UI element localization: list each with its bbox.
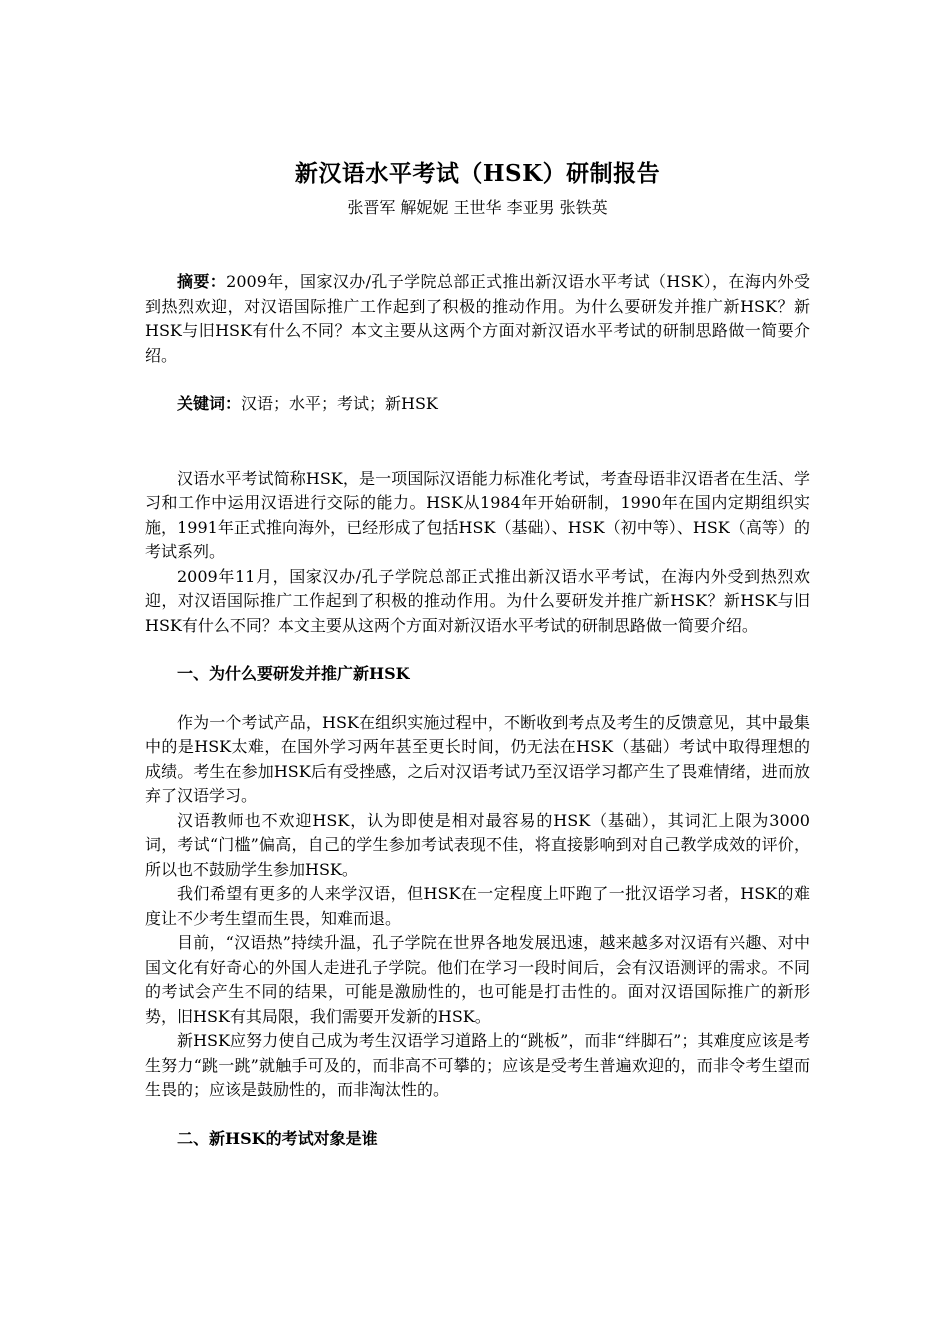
- section1-paragraph-5: 新HSK应努力使自己成为考生汉语学习道路上的“跳板”，而非“绊脚石”；其难度应该是考生努力“跳一跳”就触手可及的，而非高不可攀的；应该是受考生普遍欢迎的，而非令考生望而生畏的；应该是鼓励性的，而非淘汰性的。: [145, 1031, 810, 1099]
- abstract-label: 摘要：: [177, 272, 227, 291]
- intro-paragraph-1: 汉语水平考试简称HSK，是一项国际汉语能力标准化考试，考查母语非汉语者在生活、学习和工作中运用汉语进行交际的能力。HSK从1984年开始研制，1990年在国内定期组织实施，1991年正式推向海外，已经形成了包括HSK（基础）、HSK（初中等）、HSK（高等）的考试系列。: [145, 468, 810, 561]
- section-heading-1: 一、为什么要研发并推广新HSK: [177, 664, 410, 683]
- section1-paragraph-4: 目前，“汉语热”持续升温，孔子学院在世界各地发展迅速，越来越多对汉语有兴趣、对中国文化有好奇心的外国人走进孔子学院。他们在学习一段时间后，会有汉语测评的需求。不同的考试会产生不同的结果，可能是激励性的，也可能是打击性的。面对汉语国际推广的新形势，旧HSK有其局限，我们需要开发新的HSK。: [145, 933, 810, 1026]
- document-title: 新汉语水平考试（HSK）研制报告: [294, 160, 661, 187]
- keywords-text: 汉语；水平；考试；新HSK: [241, 394, 438, 413]
- abstract-paragraph: [145, 270, 810, 368]
- abstract-text: 2009年，国家汉办/孔子学院总部正式推出新汉语水平考试（HSK），在海内外受到热烈欢迎，对汉语国际推广工作起到了积极的推动作用。为什么要研发并推广新HSK？新HSK与旧HSK有什么不同？本文主要从这两个方面对新汉语水平考试的研制思路做一简要介绍。: [145, 272, 810, 365]
- keywords-label: 关键词：: [177, 394, 242, 413]
- section1-paragraph-3: 我们希望有更多的人来学汉语，但HSK在一定程度上吓跑了一批汉语学习者，HSK的难度让不少考生望而生畏，知难而退。: [145, 884, 810, 928]
- section1-paragraph-2: 汉语教师也不欢迎HSK，认为即使是相对最容易的HSK（基础），其词汇上限为3000词，考试“门槛”偏高，自己的学生参加考试表现不佳，将直接影响到对自己教学成效的评价，所以也不鼓励学生参加HSK。: [145, 810, 810, 879]
- section-heading-2: 二、新HSK的考试对象是谁: [177, 1128, 378, 1148]
- author-list: 张晋军 解妮妮 王世华 李亚男 张铁英: [347, 198, 608, 217]
- section1-paragraph-1: 作为一个考试产品，HSK在组织实施过程中，不断收到考点及考生的反馈意见，其中最集中的是HSK太难，在国外学习两年甚至更长时间，仍无法在HSK（基础）考试中取得理想的成绩。考生在参加HSK后有受挫感，之后对汉语考试乃至汉语学习都产生了畏难情绪，进而放弃了汉语学习。: [145, 712, 810, 805]
- document-page: [145, 158, 810, 1175]
- keywords-paragraph: [145, 392, 810, 417]
- intro-paragraph-2: 2009年11月，国家汉办/孔子学院总部正式推出新汉语水平考试，在海内外受到热烈欢迎，对汉语国际推广工作起到了积极的推动作用。为什么要研发并推广新HSK？新HSK与旧HSK有什么不同？本文主要从这两个方面对新汉语水平考试的研制思路做一简要介绍。: [145, 566, 810, 635]
